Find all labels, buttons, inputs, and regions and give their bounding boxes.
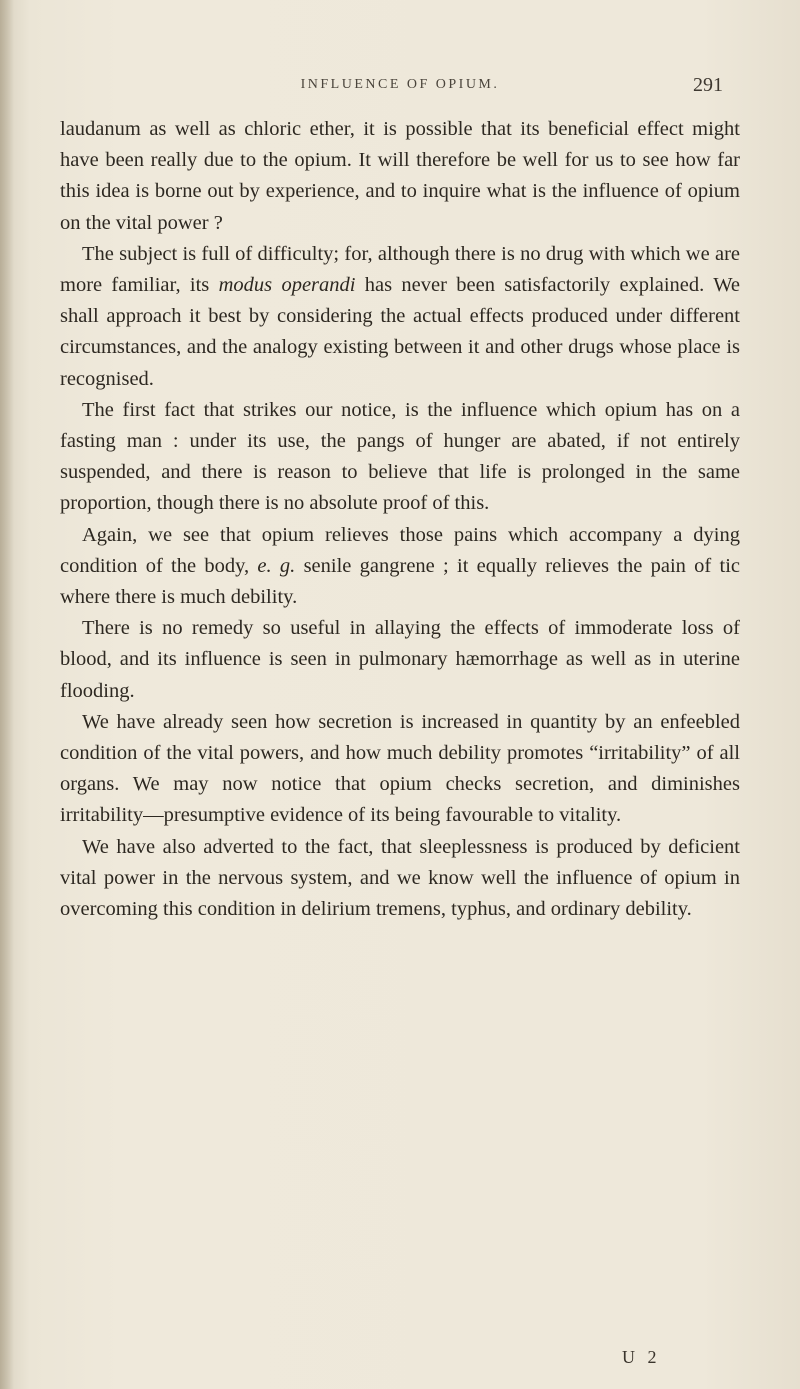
running-title: INFLUENCE OF OPIUM.: [300, 77, 500, 92]
paragraph: [60, 832, 740, 926]
italic-phrase: modus operandi: [218, 274, 356, 297]
spine-shadow: [0, 0, 14, 1389]
body-text: [60, 114, 740, 925]
paragraph-text: There is no remedy so useful in allaying the effects of immoderate loss of blood, and its influence is seen in pulmonary hæmorrhage as well as in uterine flooding.: [60, 617, 740, 702]
italic-phrase: e. g.: [257, 554, 296, 577]
paragraph: [60, 707, 740, 832]
paragraph: [60, 613, 740, 707]
paragraph: [60, 239, 740, 395]
running-head: [0, 74, 800, 107]
paragraph-text: We have already seen how secretion is increased in quantity by an enfeebled condition of the vital powers, and how much debility promotes “irritability” of all organs. We may now notice that opium checks secretion, and diminishes irritability—presumptive evidence of its being favourable to vitality.: [60, 710, 740, 827]
paragraph-text: The subject is full of difficulty; for, although there is no drug with which we are more familiar, its: [60, 242, 740, 297]
paragraph: [60, 395, 740, 520]
paragraph: [60, 520, 740, 614]
paragraph-text: Again, we see that opium relieves those pains which accompany a dying condition of the body,: [60, 523, 740, 577]
paragraph-text: senile gangrene ; it equally relieves the pain of tic where there is much debility.: [60, 554, 740, 609]
paragraph-text: We have also adverted to the fact, that sleeplessness is produced by deficient vital power in the nervous system, and we know well the influence of opium in overcoming this condition in delirium tremens, typhus, and ordinary debility.: [60, 835, 740, 921]
paragraph-text: has never been satisfactorily explained. We shall approach it best by considering the actual effects produced under different circumstances, and the analogy existing between it and other drugs whose place is recognised.: [60, 274, 741, 390]
signature-mark: U 2: [622, 1347, 661, 1367]
page-number: 291: [693, 74, 723, 96]
paragraph-text: laudanum as well as chloric ether, it is possible that its beneficial effect might have been really due to the opium. It will therefore be well for us to see how far this idea is borne out by experience, and to inquire what is the influence of opium on the vital power ?: [60, 118, 740, 234]
paragraph: [60, 114, 740, 239]
paragraph-text: The first fact that strikes our notice, is the influence which opium has on a fasting man : under its use, the pangs of hunger are abated, if not entirely suspended, and there is reason to believe that life is prolonged in the same proportion, though there is no absolute proof of this.: [60, 398, 740, 515]
